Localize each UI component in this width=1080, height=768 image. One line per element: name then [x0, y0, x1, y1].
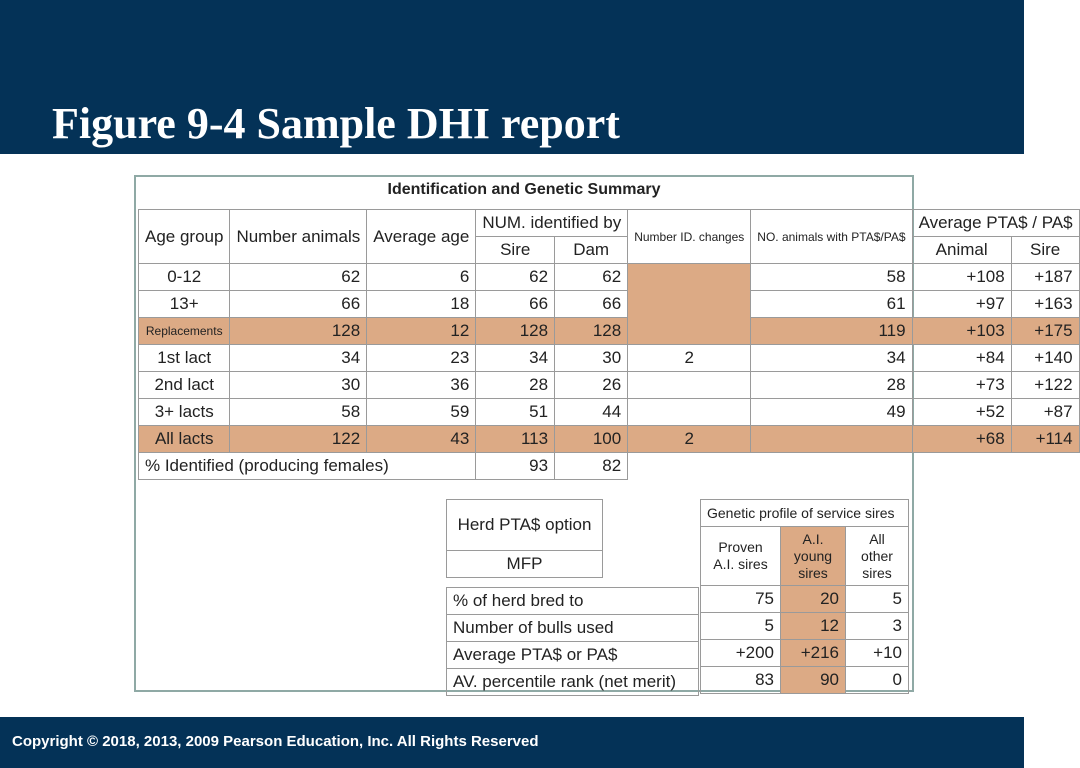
- cell-age: 12: [367, 318, 476, 345]
- copyright-text: Copyright © 2018, 2013, 2009 Pearson Education, Inc. All Rights Reserved: [12, 733, 539, 750]
- header-number-animals: Number animals: [230, 210, 367, 264]
- table-row: [701, 640, 909, 667]
- cell-age: 18: [367, 291, 476, 318]
- row-label: Average PTA$ or PA$: [447, 642, 699, 669]
- cell-changes-shaded: [628, 264, 751, 345]
- cell-changes: [628, 372, 751, 399]
- cell-young: +216: [781, 640, 846, 667]
- cell-animal: +73: [912, 372, 1011, 399]
- cell-sire-pta: +140: [1011, 345, 1079, 372]
- table-row: [701, 667, 909, 694]
- cell-other: 0: [846, 667, 909, 694]
- herd-option-table: [446, 499, 603, 578]
- identified-row: [139, 453, 1080, 480]
- identified-dam: 82: [555, 453, 628, 480]
- cell-age: 43: [367, 426, 476, 453]
- cell-age: 6: [367, 264, 476, 291]
- cell-animal: +52: [912, 399, 1011, 426]
- cell-group: 0-12: [139, 264, 230, 291]
- header-sire: Sire: [476, 237, 555, 264]
- table-row: [139, 291, 1080, 318]
- cell-sire: 113: [476, 426, 555, 453]
- table-row-all-lacts: [139, 426, 1080, 453]
- cell-age: 36: [367, 372, 476, 399]
- table-row: [701, 586, 909, 613]
- cell-num: 34: [230, 345, 367, 372]
- cell-num: 30: [230, 372, 367, 399]
- cell-age: 59: [367, 399, 476, 426]
- table-row: [447, 669, 699, 696]
- cell-dam: 26: [555, 372, 628, 399]
- cell-other: +10: [846, 640, 909, 667]
- cell-sire-pta: +187: [1011, 264, 1079, 291]
- cell-num: 58: [230, 399, 367, 426]
- cell-group: All lacts: [139, 426, 230, 453]
- service-sires-title-row: [701, 500, 909, 527]
- header-other: All other sires: [846, 527, 909, 586]
- cell-with-pta: 58: [751, 264, 912, 291]
- row-label: % of herd bred to: [447, 588, 699, 615]
- herd-option-row: [447, 500, 603, 551]
- table-row: [139, 399, 1080, 426]
- cell-with-pta: 34: [751, 345, 912, 372]
- cell-animal: +103: [912, 318, 1011, 345]
- table-row: [447, 588, 699, 615]
- header-age-group: Age group: [139, 210, 230, 264]
- cell-group: 13+: [139, 291, 230, 318]
- header-animals-with-pta: NO. animals with PTA$/PA$: [751, 210, 912, 264]
- cell-young: 12: [781, 613, 846, 640]
- service-sires-table: [700, 499, 909, 694]
- cell-sire-pta: +87: [1011, 399, 1079, 426]
- slide-footer: [0, 717, 1024, 768]
- cell-changes: 2: [628, 426, 751, 453]
- cell-num: 122: [230, 426, 367, 453]
- header-proven: Proven A.I. sires: [701, 527, 781, 586]
- cell-with-pta: 28: [751, 372, 912, 399]
- header-young: A.I. young sires: [781, 527, 846, 586]
- table-row: [701, 613, 909, 640]
- slide-header: [0, 0, 1024, 154]
- cell-num: 62: [230, 264, 367, 291]
- cell-changes: [628, 399, 751, 426]
- header-animal: Animal: [912, 237, 1011, 264]
- header-average-pta: Average PTA$ / PA$: [912, 210, 1079, 237]
- cell-other: 5: [846, 586, 909, 613]
- identified-label: % Identified (producing females): [139, 453, 476, 480]
- header-num-identified: NUM. identified by: [476, 210, 628, 237]
- cell-age: 23: [367, 345, 476, 372]
- cell-dam: 100: [555, 426, 628, 453]
- table-row-replacements: [139, 318, 1080, 345]
- report-title: Identification and Genetic Summary: [387, 181, 661, 198]
- cell-group: 2nd lact: [139, 372, 230, 399]
- cell-group: 3+ lacts: [139, 399, 230, 426]
- table-row: [139, 372, 1080, 399]
- cell-sire: 62: [476, 264, 555, 291]
- cell-animal: +68: [912, 426, 1011, 453]
- cell-with-pta: [751, 426, 912, 453]
- service-sires-title: Genetic profile of service sires: [701, 500, 909, 527]
- cell-proven: 5: [701, 613, 781, 640]
- herd-option-value: MFP: [447, 551, 603, 578]
- cell-group: Replacements: [139, 318, 230, 345]
- cell-group: 1st lact: [139, 345, 230, 372]
- cell-proven: 83: [701, 667, 781, 694]
- service-sires-label-table: [446, 587, 699, 696]
- cell-dam: 44: [555, 399, 628, 426]
- table-row: [447, 615, 699, 642]
- herd-option-value-row: [447, 551, 603, 578]
- cell-with-pta: 119: [751, 318, 912, 345]
- cell-young: 20: [781, 586, 846, 613]
- table-header-row: [139, 210, 1080, 237]
- row-label: AV. percentile rank (net merit): [447, 669, 699, 696]
- row-label: Number of bulls used: [447, 615, 699, 642]
- cell-dam: 62: [555, 264, 628, 291]
- dhi-report: [134, 175, 1073, 692]
- cell-dam: 66: [555, 291, 628, 318]
- cell-animal: +97: [912, 291, 1011, 318]
- cell-num: 66: [230, 291, 367, 318]
- cell-animal: +108: [912, 264, 1011, 291]
- header-sire-pta: Sire: [1011, 237, 1079, 264]
- cell-sire: 66: [476, 291, 555, 318]
- cell-changes: 2: [628, 345, 751, 372]
- identified-sire: 93: [476, 453, 555, 480]
- cell-sire: 34: [476, 345, 555, 372]
- cell-sire-pta: +114: [1011, 426, 1079, 453]
- cell-sire-pta: +175: [1011, 318, 1079, 345]
- cell-with-pta: 61: [751, 291, 912, 318]
- cell-dam: 30: [555, 345, 628, 372]
- cell-with-pta: 49: [751, 399, 912, 426]
- table-row: [447, 642, 699, 669]
- herd-option-label: Herd PTA$ option: [447, 500, 603, 551]
- blank-cell: [628, 453, 1079, 480]
- service-sires-header-row: [701, 527, 909, 586]
- slide-title: Figure 9-4 Sample DHI report: [52, 99, 620, 148]
- cell-young: 90: [781, 667, 846, 694]
- cell-sire: 51: [476, 399, 555, 426]
- header-id-changes: Number ID. changes: [628, 210, 751, 264]
- header-average-age: Average age: [367, 210, 476, 264]
- cell-sire-pta: +163: [1011, 291, 1079, 318]
- cell-num: 128: [230, 318, 367, 345]
- table-row: [139, 264, 1080, 291]
- cell-proven: +200: [701, 640, 781, 667]
- cell-sire-pta: +122: [1011, 372, 1079, 399]
- table-row: [139, 345, 1080, 372]
- identification-table: [138, 209, 1080, 480]
- header-dam: Dam: [555, 237, 628, 264]
- cell-sire: 128: [476, 318, 555, 345]
- cell-proven: 75: [701, 586, 781, 613]
- cell-dam: 128: [555, 318, 628, 345]
- cell-sire: 28: [476, 372, 555, 399]
- cell-other: 3: [846, 613, 909, 640]
- cell-animal: +84: [912, 345, 1011, 372]
